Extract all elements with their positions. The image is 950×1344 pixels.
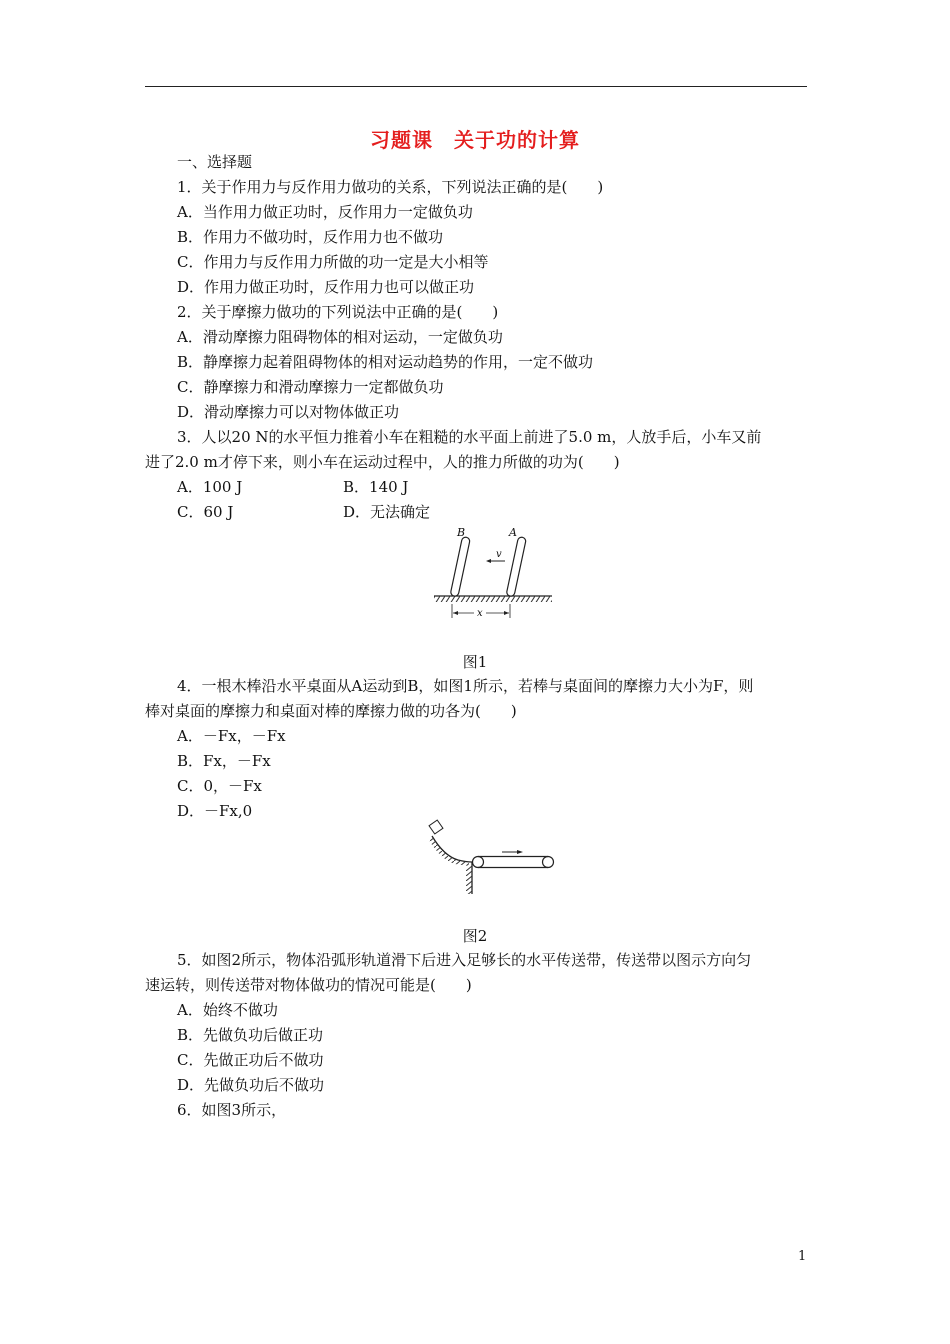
- q2-stem: 2．关于摩擦力做功的下列说法中正确的是( ): [177, 303, 499, 321]
- q3-option-c: C．60 J: [177, 503, 234, 521]
- q3-stem-line2: 进了2.0 m才停下来，则小车在运动过程中，人的推力所做的功为( ): [145, 453, 620, 471]
- q4-option-b: B．Fx，－Fx: [177, 752, 271, 770]
- q5-option-b: B．先做负功后做正功: [177, 1026, 324, 1044]
- q4-stem-line1: 4．一根木棒沿水平桌面从A运动到B，如图1所示，若棒与桌面间的摩擦力大小为F，则: [177, 677, 754, 695]
- figure-1-caption: 图1: [462, 653, 488, 671]
- q1-option-c: C．作用力与反作用力所做的功一定是大小相等: [177, 253, 489, 271]
- q2-option-a: A．滑动摩擦力阻碍物体的相对运动，一定做负功: [177, 328, 503, 346]
- label-a: A: [509, 526, 517, 539]
- q4-stem-line2: 棒对桌面的摩擦力和桌面对棒的摩擦力做的功各为( ): [145, 702, 517, 720]
- block: [429, 820, 443, 834]
- q2-option-c: C．静摩擦力和滑动摩擦力一定都做负功: [177, 378, 444, 396]
- section-heading: 一、选择题: [177, 153, 253, 171]
- belt-direction-arrowhead: [517, 850, 523, 854]
- velocity-arrowhead: [486, 559, 491, 563]
- q3-option-b: B．140 J: [343, 478, 409, 496]
- q3-option-a: A．100 J: [177, 478, 243, 496]
- q5-option-a: A．始终不做功: [177, 1001, 278, 1019]
- q5-stem-line2: 速运转，则传送带对物体做功的情况可能是( ): [145, 976, 472, 994]
- q1-option-b: B．作用力不做功时，反作用力也不做功: [177, 228, 444, 246]
- q1-option-a: A．当作用力做正功时，反作用力一定做负功: [177, 203, 473, 221]
- q6-stem: 6．如图3所示，: [177, 1101, 287, 1119]
- q4-option-d: D．－Fx,0: [177, 802, 253, 820]
- label-x: x: [477, 608, 483, 619]
- figure-2-diagram: [424, 816, 564, 898]
- q3-stem-line1: 3．人以20 N的水平恒力推着小车在粗糙的水平面上前进了5.0 m，人放手后，小车又前: [177, 428, 762, 446]
- page-number: 1: [798, 1249, 807, 1264]
- ground-hatch: [434, 596, 552, 602]
- q1-stem: 1．关于作用力与反作用力做功的关系，下列说法正确的是( ): [177, 178, 604, 196]
- q3-option-d: D．无法确定: [343, 503, 431, 521]
- q5-option-c: C．先做正功后不做功: [177, 1051, 324, 1069]
- right-roller: [543, 857, 554, 868]
- q2-option-b: B．静摩擦力起着阻碍物体的相对运动趋势的作用，一定不做功: [177, 353, 594, 371]
- label-b: B: [457, 526, 466, 539]
- page-title: 习题课 关于功的计算: [370, 128, 580, 152]
- left-roller: [473, 857, 484, 868]
- rod-a: [506, 536, 526, 596]
- q5-option-d: D．先做负功后不做功: [177, 1076, 325, 1094]
- rod-b: [450, 536, 470, 596]
- q2-option-d: D．滑动摩擦力可以对物体做正功: [177, 403, 400, 421]
- q4-option-c: C．0，－Fx: [177, 777, 262, 795]
- label-v: v: [496, 549, 502, 560]
- figure-2-caption: 图2: [462, 927, 488, 945]
- header-rule: [145, 86, 807, 87]
- q4-option-a: A．－Fx，－Fx: [177, 727, 286, 745]
- figure-1-diagram: [430, 524, 560, 624]
- q5-stem-line1: 5．如图2所示，物体沿弧形轨道滑下后进入足够长的水平传送带，传送带以图示方向匀: [177, 951, 752, 969]
- q1-option-d: D．作用力做正功时，反作用力也可以做正功: [177, 278, 475, 296]
